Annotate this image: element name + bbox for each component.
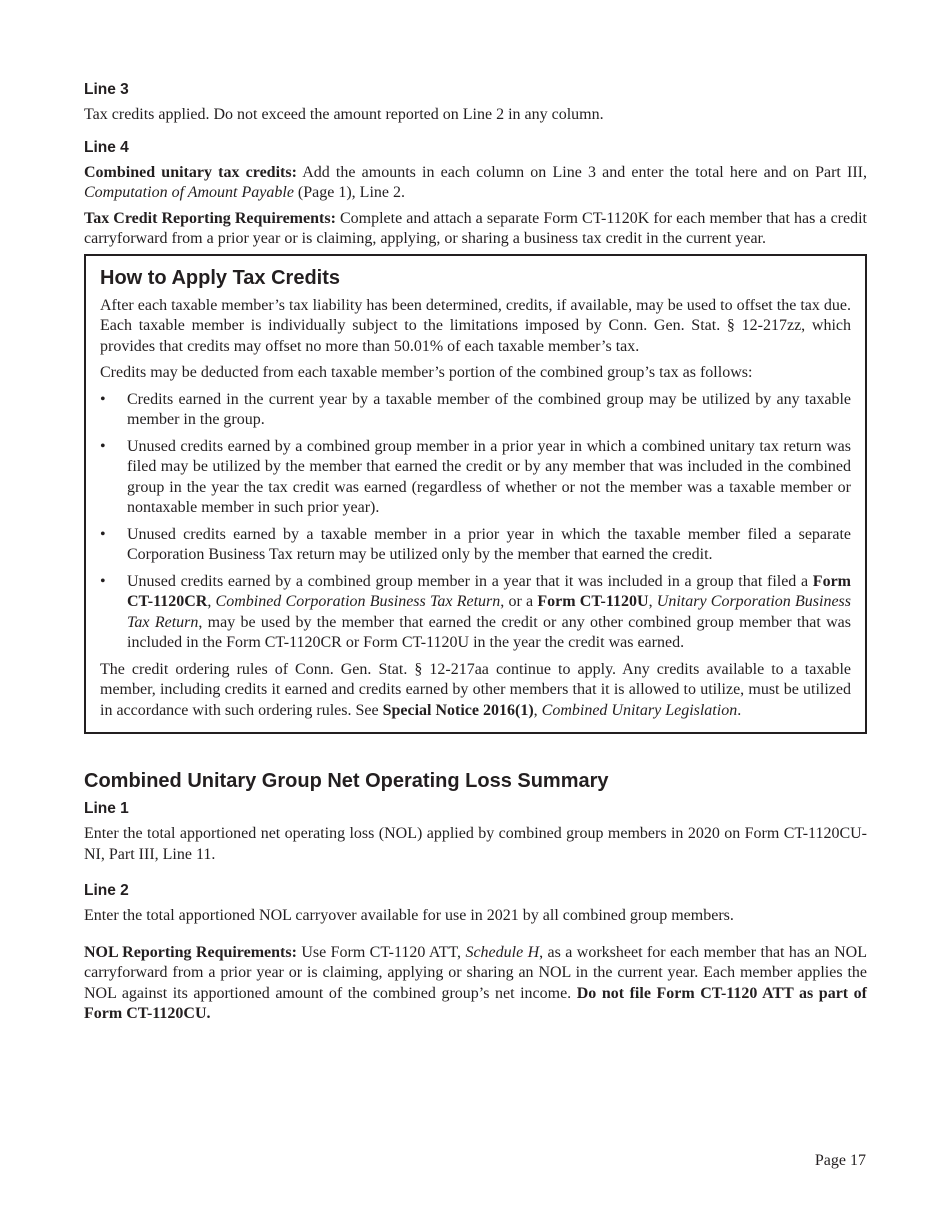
line4-bold-lead: Combined unitary tax credits: (84, 163, 297, 181)
list-item (100, 390, 851, 431)
how-to-apply-box (84, 254, 867, 735)
box-para2: Credits may be deducted from each taxable member’s portion of the combined group’s tax as follows: (100, 364, 753, 381)
nol-line2-heading: Line 2 (84, 882, 129, 899)
credit-reporting-body: Complete and attach a separate Form CT-1120K for each member that has a credit carryforward from a prior year or is claiming, applying, or sharing a business tax credit in the current year. (84, 209, 867, 247)
list-item (100, 572, 851, 654)
bullet-icon: • (100, 437, 106, 455)
credit-rules-list (100, 390, 851, 654)
bullet-icon: • (100, 572, 106, 590)
nol-req-t2: , as a worksheet for each member that has an NOL carryforward from a prior year or is claiming, applying or sharing an NOL in the current year. Each member applies the NOL against its apportioned amount of the combined group’s net income. (84, 943, 867, 1002)
bullet4-form-u: Form CT-1120U (537, 593, 649, 610)
bullet4-t2: , (207, 593, 216, 610)
list-item (100, 437, 851, 519)
credit-reporting-bold: Tax Credit Reporting Requirements: (84, 209, 336, 227)
para3-t2: , (533, 701, 542, 719)
nol-req-t1: Use Form CT-1120 ATT, (296, 943, 466, 961)
bullet4-t1: Unused credits earned by a combined group member in a year that it was included in a group that filed a (127, 572, 813, 590)
special-notice-ref: Special Notice 2016(1) (382, 701, 534, 719)
line4-text-a: Add the amounts in each column on Line 3 and enter the total here and on Part III, (296, 163, 868, 181)
nol-section-title: Combined Unitary Group Net Operating Loss Summary (84, 770, 609, 792)
line4-text-b: (Page 1), Line 2. (293, 184, 405, 201)
box-para3 (100, 660, 851, 722)
bullet4-cr-title: Combined Corporation Business Tax Return (215, 593, 501, 610)
bullet-icon: • (100, 390, 106, 408)
bullet4-t3: , or a (500, 593, 538, 610)
line4-italic: Computation of Amount Payable (84, 184, 294, 201)
nol-line1-heading: Line 1 (84, 800, 129, 817)
line3-text: Tax credits applied. Do not exceed the amount reported on Line 2 in any column. (84, 106, 604, 123)
bullet4-u-title: Unitary Corporation Business Tax Return (127, 593, 852, 631)
para3-t3: . (737, 701, 742, 719)
para3-t1: The credit ordering rules of Conn. Gen. Stat. § 12-217aa continue to apply. Any credits available to a taxable member, including credits it earned and credits earned by other members that it is allowed to utilize, must be utilized in accordance with such ordering rules. See (100, 660, 851, 719)
bullet4-form-cr: Form CT-1120CR (127, 572, 851, 610)
list-item (100, 525, 851, 566)
legislation-title: Combined Unitary Legislation (541, 701, 738, 719)
nol-requirements-text (84, 943, 867, 1025)
page-content (84, 80, 867, 1025)
nol-req-bold2: Do not file Form CT-1120 ATT as part of Form CT-1120CU. (84, 984, 868, 1022)
box-title: How to Apply Tax Credits (100, 266, 341, 289)
bullet-icon: • (100, 525, 106, 543)
bullet4-t5: , may be used by the member that earned the credit or any other combined group member that was included in the Form CT-1120CR or Form CT-1120U in the year the credit was earned. (127, 613, 852, 651)
credit-reporting-text (84, 209, 867, 250)
line4-heading: Line 4 (84, 138, 129, 156)
bullet4-t4: , (648, 593, 657, 610)
bullet2-text: Unused credits earned by a combined group member in a prior year in which a combined unitary tax return was filed may be utilized by the member that earned the credit or by any member that was included in the combined group in the year the tax credit was earned (regardless of whether or not the member was a taxable member or nontaxable member in such prior year). (127, 437, 851, 516)
nol-req-italic: Schedule H (465, 943, 540, 961)
nol-line2-text: Enter the total apportioned NOL carryover available for use in 2021 by all combined group members. (84, 907, 734, 924)
nol-line1-text: Enter the total apportioned net operating loss (NOL) applied by combined group members in 2020 on Form CT-1120CU-NI, Part III, Line 11. (84, 825, 867, 863)
bullet3-text: Unused credits earned by a taxable member in a prior year in which the taxable member filed a separate Corporation Business Tax return may be utilized only by the member that earned the credit. (127, 525, 851, 563)
page-number: Page 17 (814, 1152, 866, 1169)
bullet1-text: Credits earned in the current year by a taxable member of the combined group may be utilized by any taxable member in the group. (127, 390, 851, 428)
line3-heading: Line 3 (84, 81, 129, 98)
box-para1: After each taxable member’s tax liability has been determined, credits, if available, may be used to offset the tax due. Each taxable member is individually subject to the limitations imposed by Conn. Gen. Stat. § 12-217zz, which provides that credits may offset no more than 50.01% of each taxable member’s tax. (100, 296, 851, 355)
nol-req-bold: NOL Reporting Requirements: (84, 943, 297, 961)
line4-text (84, 163, 867, 204)
